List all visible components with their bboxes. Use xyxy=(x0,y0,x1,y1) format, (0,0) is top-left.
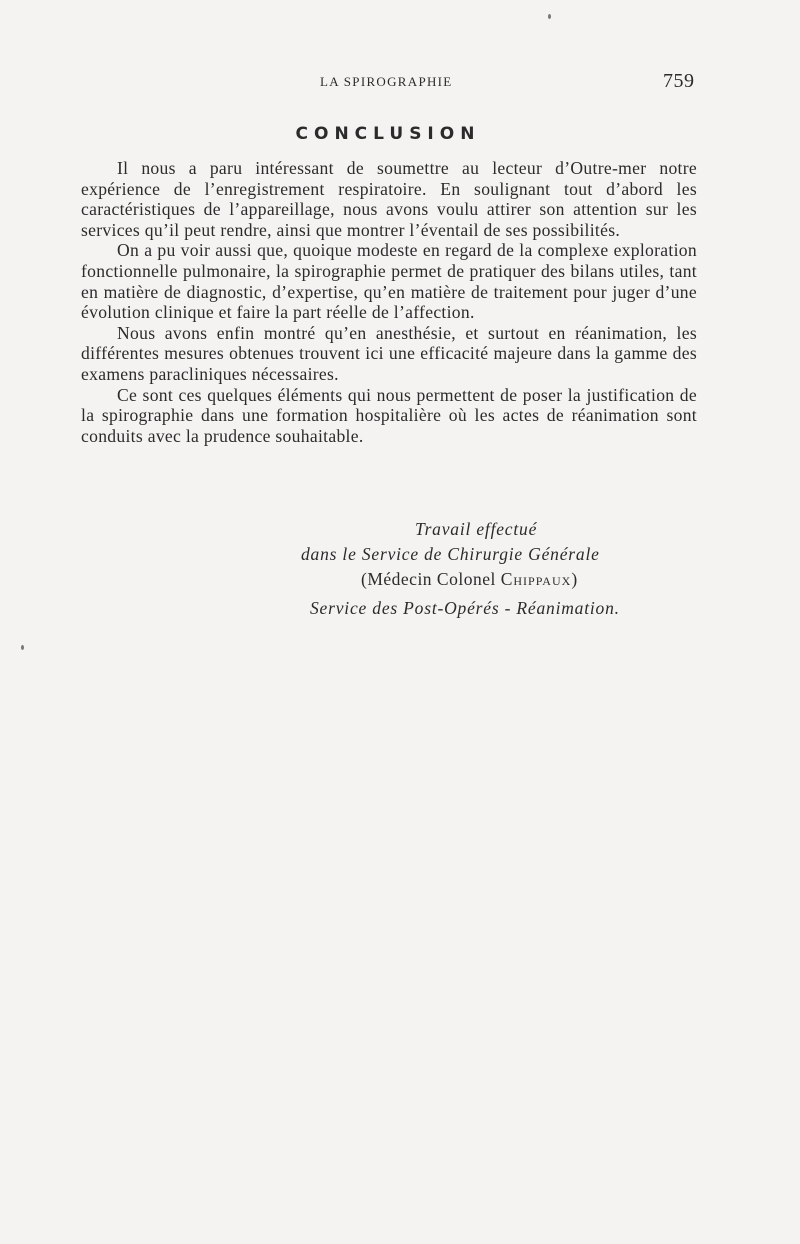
signature-line-3 xyxy=(361,569,578,590)
signature-line-1: Travail effectué xyxy=(415,519,538,539)
signature-line-4: Service des Post-Opérés - Réanimation. xyxy=(310,598,620,618)
running-head xyxy=(0,70,800,94)
paragraph: Ce sont ces quelques éléments qui nous permettent de poser la justification de la spirographie dans une formation hospitalière où les actes de réanimation sont conduits avec la prudence souhaitable. xyxy=(81,384,697,446)
signature-name: Chippaux xyxy=(500,569,572,589)
running-title: LA SPIROGRAPHIE xyxy=(320,74,453,89)
page-number: 759 xyxy=(663,70,695,92)
body-text xyxy=(81,158,697,446)
paragraph: On a pu voir aussi que, quoique modeste en regard de la complexe exploration fonctionnelle pulmonaire, la spirographie permet de pratiquer des bilans utiles, tant en matière de diagnostic, d’expertise, qu’en matière de traitement pour juger d’une évolution clinique et faire la part réelle de l’affection. xyxy=(81,240,697,323)
scan-speck xyxy=(21,645,24,650)
section-heading: CONCLUSION xyxy=(295,124,481,144)
paragraph: Nous avons enfin montré qu’en anesthésie, et surtout en réanimation, les différentes mesures obtenues trouvent ici une efficacité majeure dans la gamme des examens paracliniques nécessaires. xyxy=(81,322,697,384)
signature-line-2: dans le Service de Chirurgie Générale xyxy=(301,544,600,564)
signature-prefix: (Médecin Colonel xyxy=(361,569,501,589)
scan-speck xyxy=(548,14,551,19)
paragraph: Il nous a paru intéressant de soumettre au lecteur d’Outre-mer notre expérience de l’enregistrement respiratoire. En soulignant tout d’abord les caractéristiques de l’appareillage, nous avons voulu attirer son attention sur les services qu’il peut rendre, ainsi que montrer l’éventail de ses possibilités. xyxy=(81,158,697,240)
signature-suffix: ) xyxy=(571,569,578,589)
